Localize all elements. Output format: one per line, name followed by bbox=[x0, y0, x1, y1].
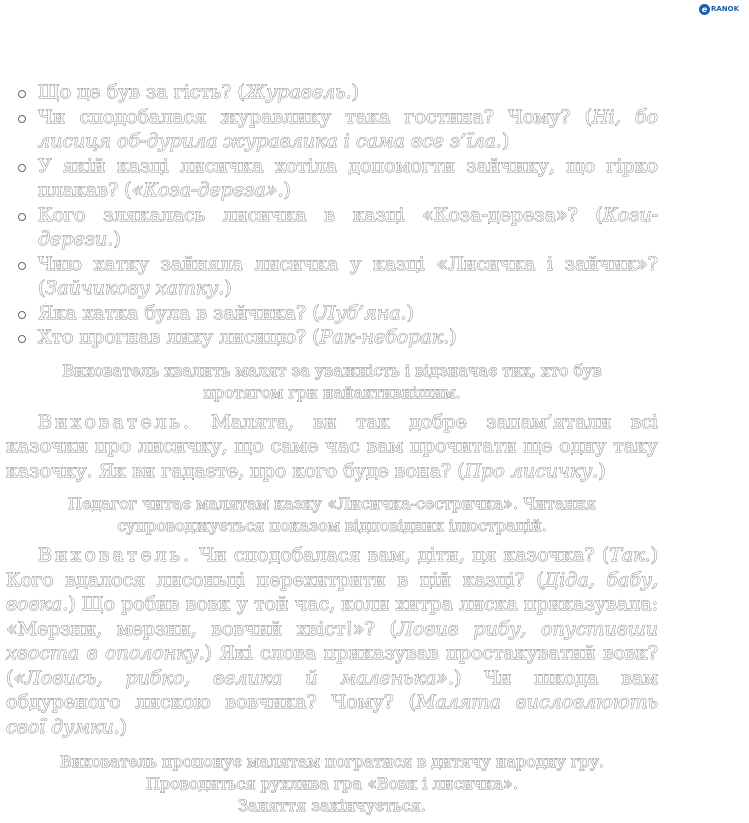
stage-note: Вихователь пропонує малятам погратися в дитячу народну гру. Проводиться рухлива гра «Вовк і лисичка». Заняття закінчується. bbox=[60, 752, 604, 815]
logo-text: RANOK bbox=[711, 5, 740, 13]
list-item: Чи сподобалася журавлику така гостина? Чому? (Ні, бо лисиця об-дурила журавлика і сама все з’їла.) bbox=[6, 105, 658, 154]
publisher-logo bbox=[699, 2, 747, 16]
list-item: У якій казці лисичка хотіла допомогти зайчику, що гірко плакав? («Коза-дереза».) bbox=[6, 154, 658, 203]
dialogue-paragraph: Вихователь. Малята, ви так добре запам’ятали всі казочки про лисичку, що саме час вам прочитати ще одну таку казочку. Як ви гадаєте, про кого буде вона? (Про лисичку.) bbox=[6, 410, 658, 482]
list-item: Чию хатку зайняла лисичка у казці «Лисичка і зайчик»? (Зайчикову хатку.) bbox=[6, 252, 658, 301]
stage-note: Педагог читає малятам казку «Лисичка-сестричка». Читання супроводжується показом відповідних ілюстрацій. bbox=[68, 494, 596, 535]
stage-note: Вихователь хвалить малят за уважність і відзначає тих, хто був протягом гри найактивнішим. bbox=[62, 360, 602, 402]
speaker-label: Вихователь. bbox=[38, 410, 193, 433]
speaker-label: Вихователь. bbox=[38, 544, 193, 566]
question-list bbox=[6, 80, 658, 350]
list-item: Яка хатка була в зайчика? (Луб’яна.) bbox=[6, 301, 658, 326]
dialogue-paragraph: Вихователь. Чи сподобалася вам, діти, ця казочка? (Так.) Кого вдалося лисоньці перехитрити в цій казці? (Діда, бабу, вовка.) Що робив вовк у той час, коли хитра лиска приказувала: «Мерзни, мерзни, вовчий хвіст!»? (Ловив рибу, опустивши хвоста в ополонку.) Які слова приказував простакуватий вовк? («Ловись, рибко, велика й маленька».) Чи шкода вам обдуреного лискою вовчика? Чому? (Малята висловлюють свої думки.) bbox=[6, 544, 659, 738]
list-item: Кого злякалась лисичка в казці «Коза-дереза»? (Кози-дерези.) bbox=[6, 203, 658, 252]
list-item: Хто прогнав лиху лисицю? (Рак-неборак.) bbox=[6, 325, 658, 350]
page-content bbox=[6, 80, 658, 823]
list-item: Що це був за гість? (Журавель.) bbox=[6, 80, 658, 105]
logo-icon: e bbox=[699, 4, 710, 15]
